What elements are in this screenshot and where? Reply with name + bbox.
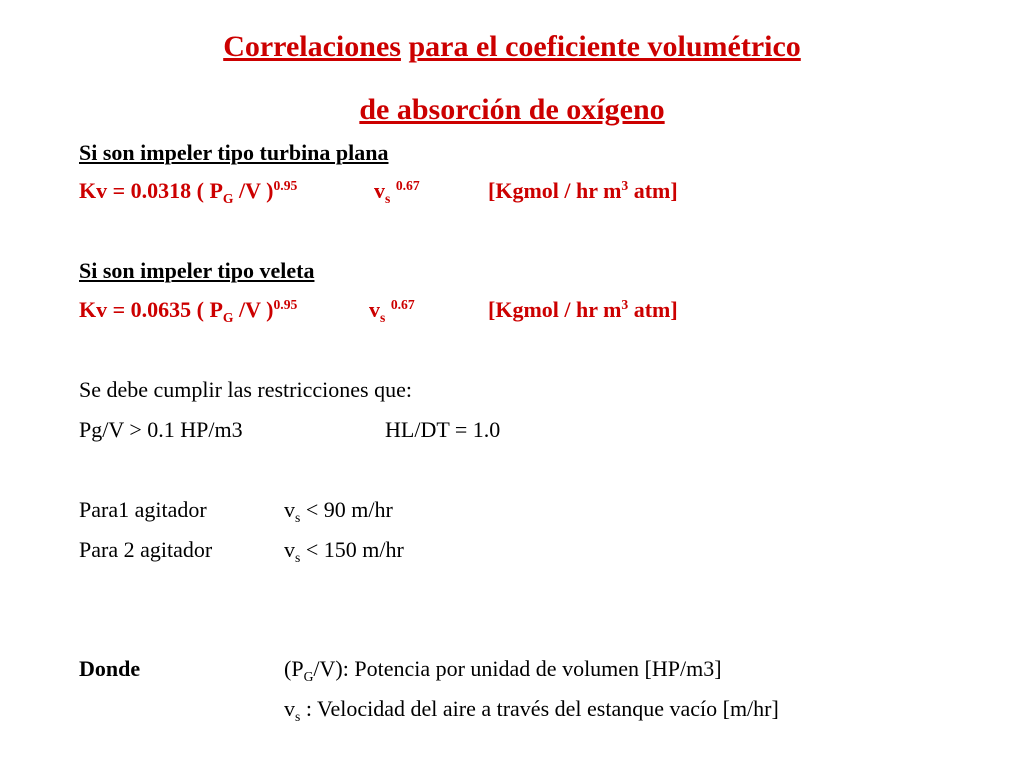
title-line-2-text: de absorción de oxígeno (359, 93, 665, 126)
restrictions-intro: Se debe cumplir las restricciones que: (79, 377, 412, 402)
section2-exp1: 0.95 (273, 296, 298, 312)
section1-formula (79, 178, 297, 204)
restriction-hl-dt: HL/DT = 1.0 (385, 417, 501, 442)
section2-units (488, 297, 678, 323)
section1-sub-s: s (385, 190, 391, 206)
section1-heading: Si son impeler tipo turbina plana (79, 140, 389, 165)
section2-formula (79, 297, 297, 323)
section1-exp1: 0.95 (273, 177, 298, 193)
section2-formula-mid: /V ) (233, 297, 274, 322)
section2-velocity-term (369, 297, 415, 323)
section2-units-suffix: atm] (628, 297, 678, 322)
title-rest-line-1: para el coeficiente volumétrico (408, 30, 801, 63)
agitator-one-sub: s (295, 509, 301, 525)
section2-formula-prefix: Kv = 0.0635 ( P (79, 297, 223, 322)
section2-units-prefix: [Kgmol / hr m (488, 297, 622, 322)
agitator-two-limit (284, 537, 404, 563)
section1-exp2: 0.67 (395, 177, 420, 193)
section1-units-sup: 3 (621, 177, 629, 193)
slide-title-line-2 (0, 93, 1024, 127)
section2-heading: Si son impeler tipo veleta (79, 258, 315, 283)
agitator-one-v: v (284, 497, 295, 522)
section2-exp2: 0.67 (390, 296, 415, 312)
definition2-v: v (284, 696, 295, 721)
restriction-power-volume: Pg/V > 0.1 HP/m3 (79, 417, 243, 442)
section1-units-suffix: atm] (628, 178, 678, 203)
section1-sub-g: G (222, 190, 234, 206)
section1-units (488, 178, 678, 204)
section1-formula-mid: /V ) (233, 178, 274, 203)
section2-units-sup: 3 (621, 296, 629, 312)
agitator-two-label: Para 2 agitador (79, 537, 213, 562)
slide-title-line-1 (0, 30, 1024, 64)
section2-vs: v (369, 297, 380, 322)
agitator-two-value: < 150 m/hr (300, 537, 404, 562)
definitions-label: Donde (79, 656, 141, 681)
agitator-one-label: Para1 agitador (79, 497, 207, 522)
definition1-prefix: (P (284, 656, 304, 681)
section2-sub-g: G (222, 309, 234, 325)
definition2-sub: s (295, 708, 301, 724)
definition1-suffix: /V): Potencia por unidad de volumen [HP/m3] (313, 656, 722, 681)
agitator-two-sub: s (295, 549, 301, 565)
section1-formula-prefix: Kv = 0.0318 ( P (79, 178, 223, 203)
agitator-one-limit (284, 497, 393, 523)
definition-air-velocity (284, 696, 779, 722)
title-word-correlaciones: Correlaciones (223, 30, 401, 63)
section1-vs: v (374, 178, 385, 203)
definition2-suffix: : Velocidad del aire a través del estanque vacío [m/hr] (300, 696, 779, 721)
section1-velocity-term (374, 178, 420, 204)
agitator-two-v: v (284, 537, 295, 562)
agitator-one-value: < 90 m/hr (300, 497, 393, 522)
definition1-sub: G (303, 668, 314, 684)
definition-power-per-volume (284, 656, 722, 682)
section1-units-prefix: [Kgmol / hr m (488, 178, 622, 203)
section2-sub-s: s (380, 309, 386, 325)
